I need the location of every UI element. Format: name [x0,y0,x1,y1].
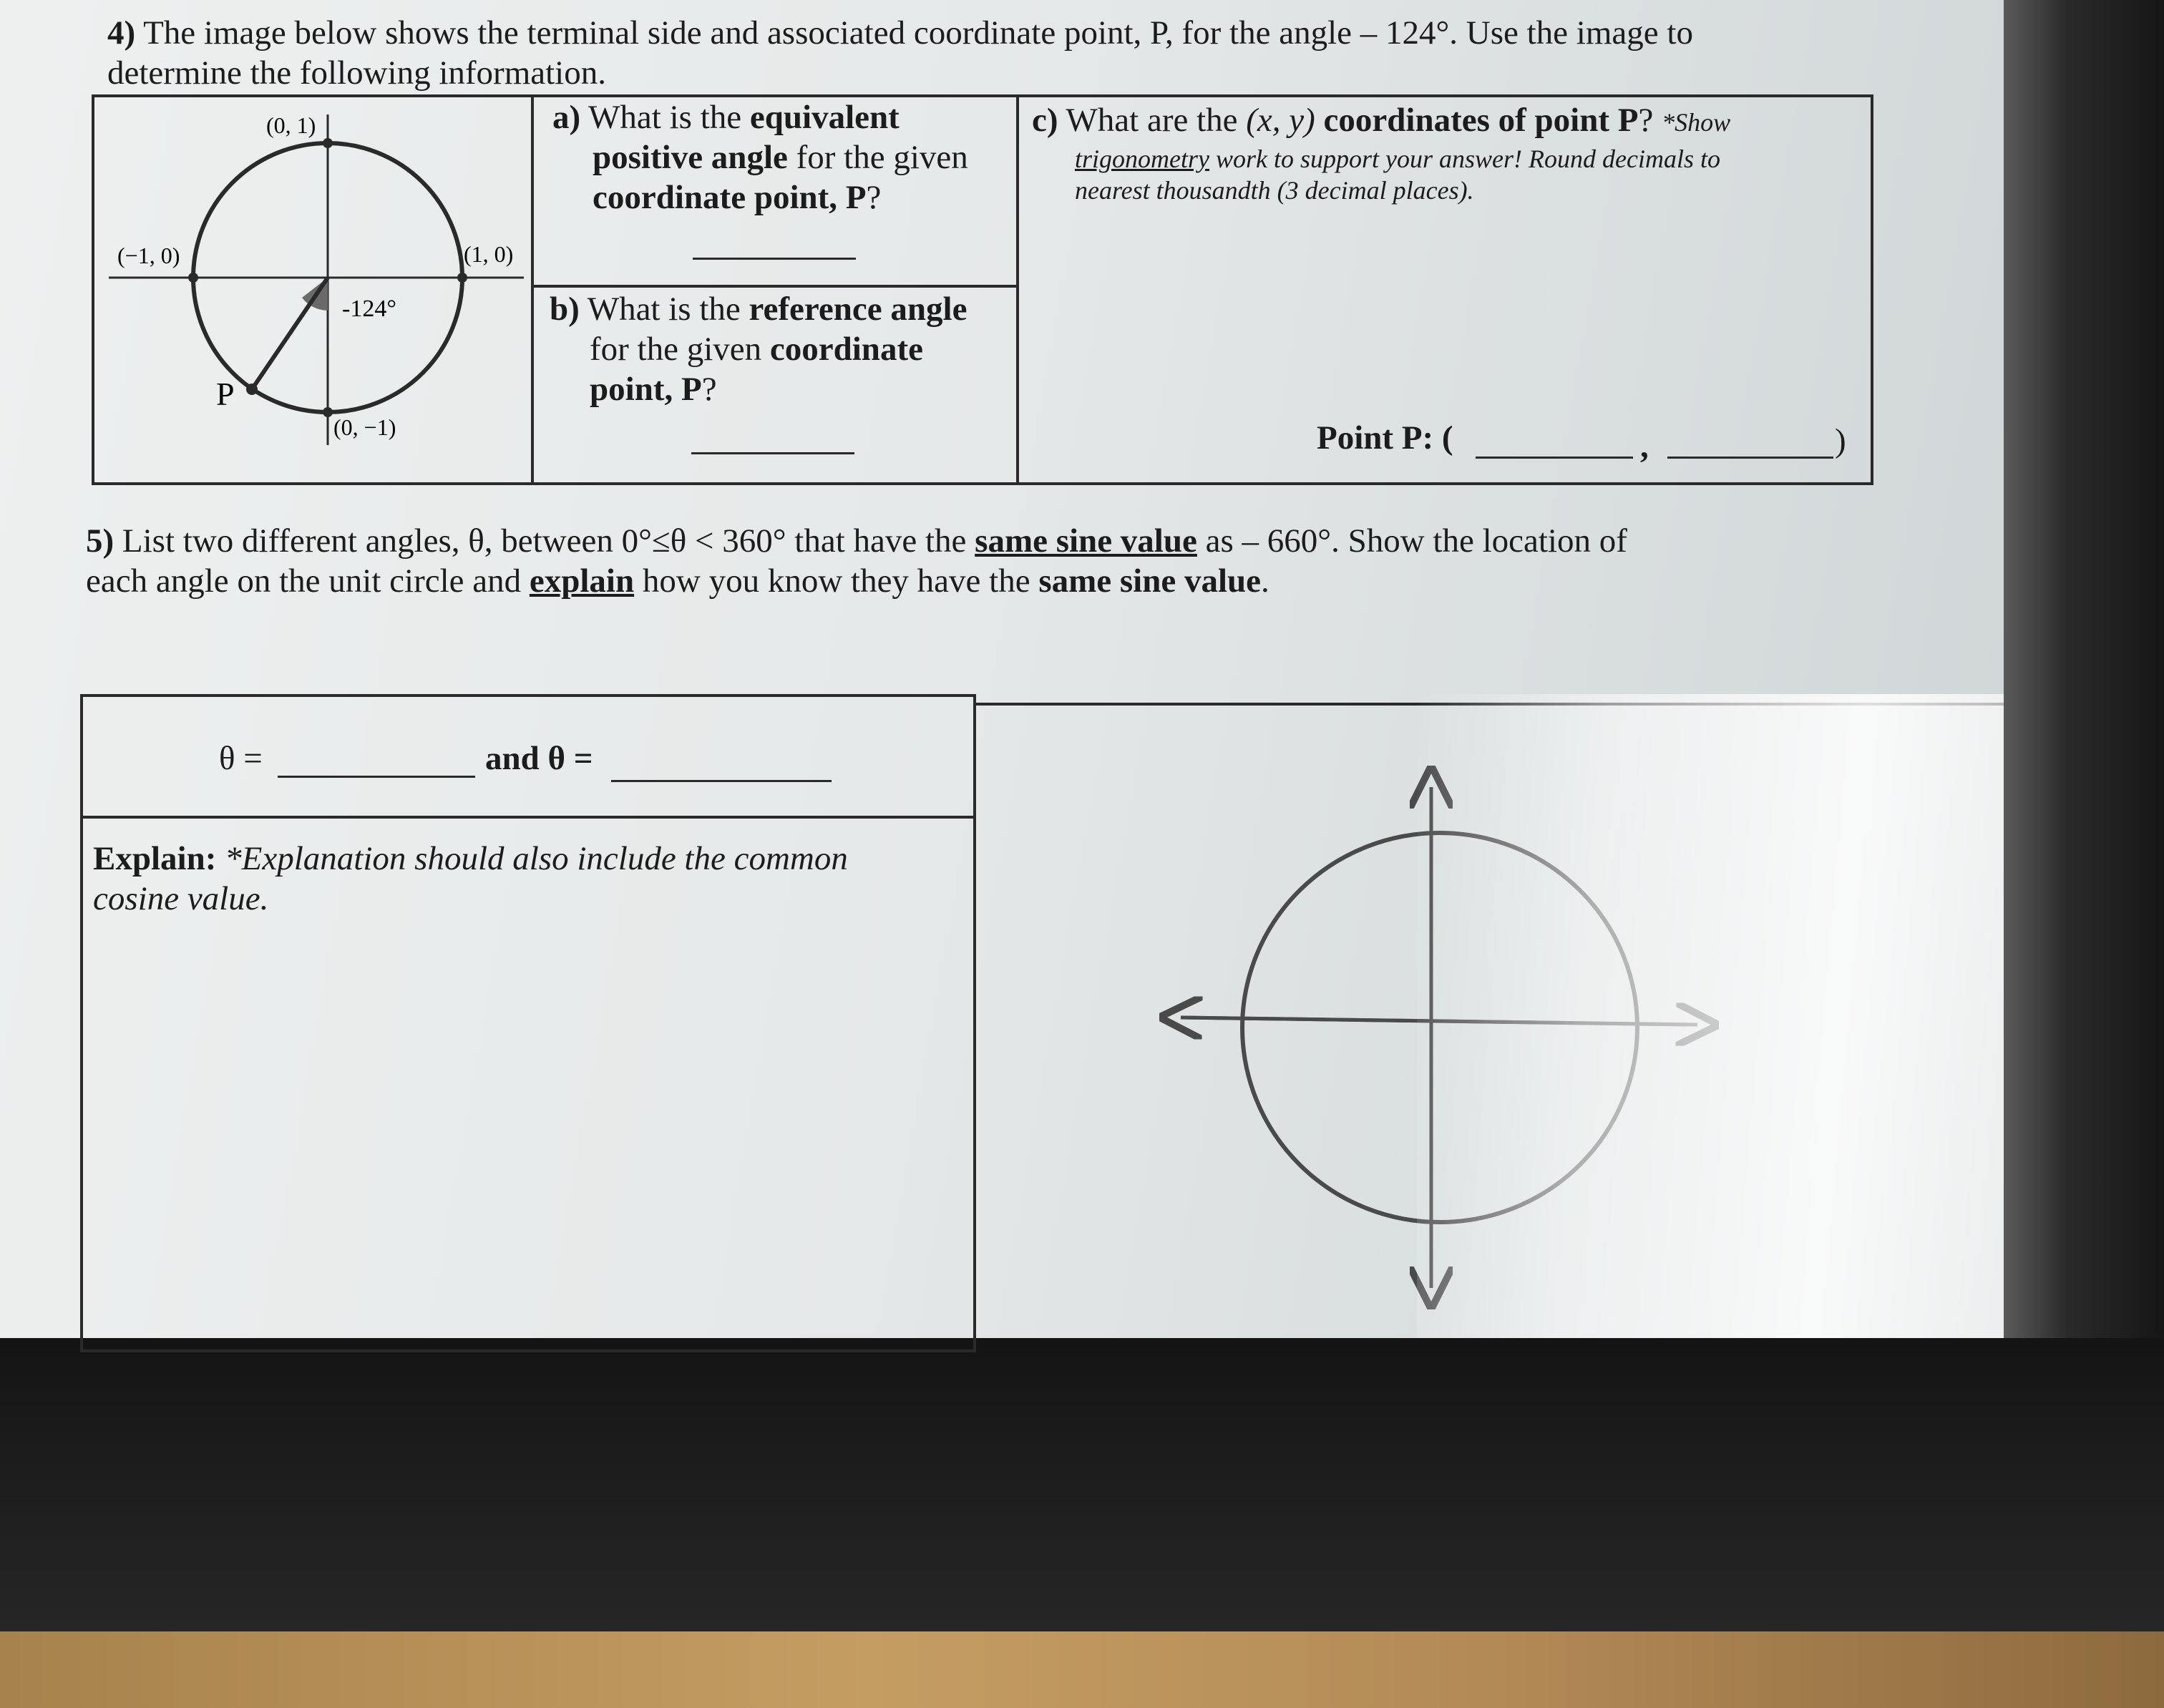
q4-table-divider-ab [531,285,1019,288]
point-left [188,273,198,283]
point-p-close-paren: ) [1835,422,1846,459]
q4-prompt [107,13,1911,93]
theta1-label: θ = [219,740,263,777]
q5-line1-end: as – 660°. Show the location of [1196,522,1627,560]
point-top [323,138,333,148]
part-a-line3-text: ? [866,179,882,216]
q4-table-divider-2 [1016,94,1019,485]
point-right [457,273,467,283]
point-p-x-blank[interactable] [1476,457,1633,459]
part-a-answer-blank[interactable] [693,258,856,260]
part-a-line1-text: What is the [588,99,750,136]
part-c-question [1032,100,1869,140]
part-b-line3-text: ? [701,371,717,408]
explain-prompt [93,839,952,919]
angle-label: -124° [342,296,396,322]
theta2-label: and θ = [485,740,593,777]
part-a-line1-bold: equivalent [749,99,900,136]
part-b-line3-bold: point, P [590,371,702,408]
point-p-comma: , [1640,428,1649,465]
part-c-qmark: ? [1638,102,1662,139]
part-c-note-line3: nearest thousandth (3 decimal places). [1075,176,1474,205]
part-a-line2-bold: positive angle [593,139,788,176]
part-a-question [552,97,1010,218]
blank-unit-circle[interactable] [1159,766,1746,1309]
q4-prompt-line2: determine the following information. [107,54,606,92]
part-c-letter: c) [1032,102,1058,139]
part-c-math: (x, y) [1246,102,1315,139]
explain-note-line1: *Explanation should also include the common [225,840,848,877]
part-b-letter: b) [550,291,580,328]
part-b-question [550,289,1008,409]
theta1-answer-blank[interactable] [278,776,475,778]
q5-box-divider [973,703,976,1352]
part-a-line3-bold: coordinate point, P [593,179,867,216]
terminal-side [252,278,328,389]
label-1-0: (1, 0) [464,241,514,267]
part-c-note [1075,143,1869,206]
part-b-line2-bold: coordinate [769,331,923,368]
part-b-line1-bold: reference angle [749,291,968,328]
q5-line2-mid: how you know they have the [634,562,1039,600]
part-c-note-start: *Show [1662,108,1731,137]
part-c-note-underlined: trigonometry [1075,145,1209,173]
part-c-bold: coordinates of point P [1315,102,1639,139]
q5-right-top-border [973,703,2004,706]
unit-circle-outline [1242,833,1637,1222]
q5-line2-bold: same sine value [1038,562,1262,600]
q5-theta-row-divider [80,816,976,819]
point-p-y-blank[interactable] [1667,457,1833,459]
q4-table-divider-1 [531,94,534,485]
q5-line1-underlined: same sine value [975,522,1197,560]
q5-number: 5) [86,522,114,560]
explain-answer-area[interactable] [86,930,970,1338]
part-b-line2-text: for the given [590,331,770,368]
part-c-text: What are the [1066,102,1247,139]
point-bottom [323,407,333,417]
desk-surface [0,1631,2164,1708]
explain-label: Explain: [93,840,217,877]
unit-circle-diagram [94,97,530,484]
label-neg1-0: (−1, 0) [117,243,180,268]
part-a-letter: a) [552,99,581,136]
label-0-neg1: (0, −1) [333,414,396,440]
point-p-answer-label: Point P: ( [1317,419,1453,457]
part-b-line1-text: What is the [587,291,749,328]
part-a-line2-text: for the given [787,139,968,176]
q5-line2-underlined: explain [529,562,635,600]
x-axis-arrow-right-icon [1181,1018,1697,1025]
explain-note-line2: cosine value. [93,880,269,917]
q5-line1-text: List two different angles, θ, between 0°≤θ < 360° that have the [122,522,975,560]
q5-line2-text: each angle on the unit circle and [86,562,530,600]
monitor-bezel-bottom [0,1338,2164,1631]
q5-prompt [86,521,1918,601]
q5-line2-end: . [1261,562,1269,600]
point-p-label: P [216,376,235,412]
point-p [246,384,258,395]
part-c-note-line2: work to support your answer! Round decimals to [1209,145,1720,173]
part-b-answer-blank[interactable] [691,452,854,454]
theta2-answer-blank[interactable] [611,780,832,782]
q4-number: 4) [107,14,136,52]
label-0-1: (0, 1) [266,112,316,138]
q4-prompt-line1: The image below shows the terminal side and associated coordinate point, P, for the angle – 124°. Use the image to [143,14,1693,52]
